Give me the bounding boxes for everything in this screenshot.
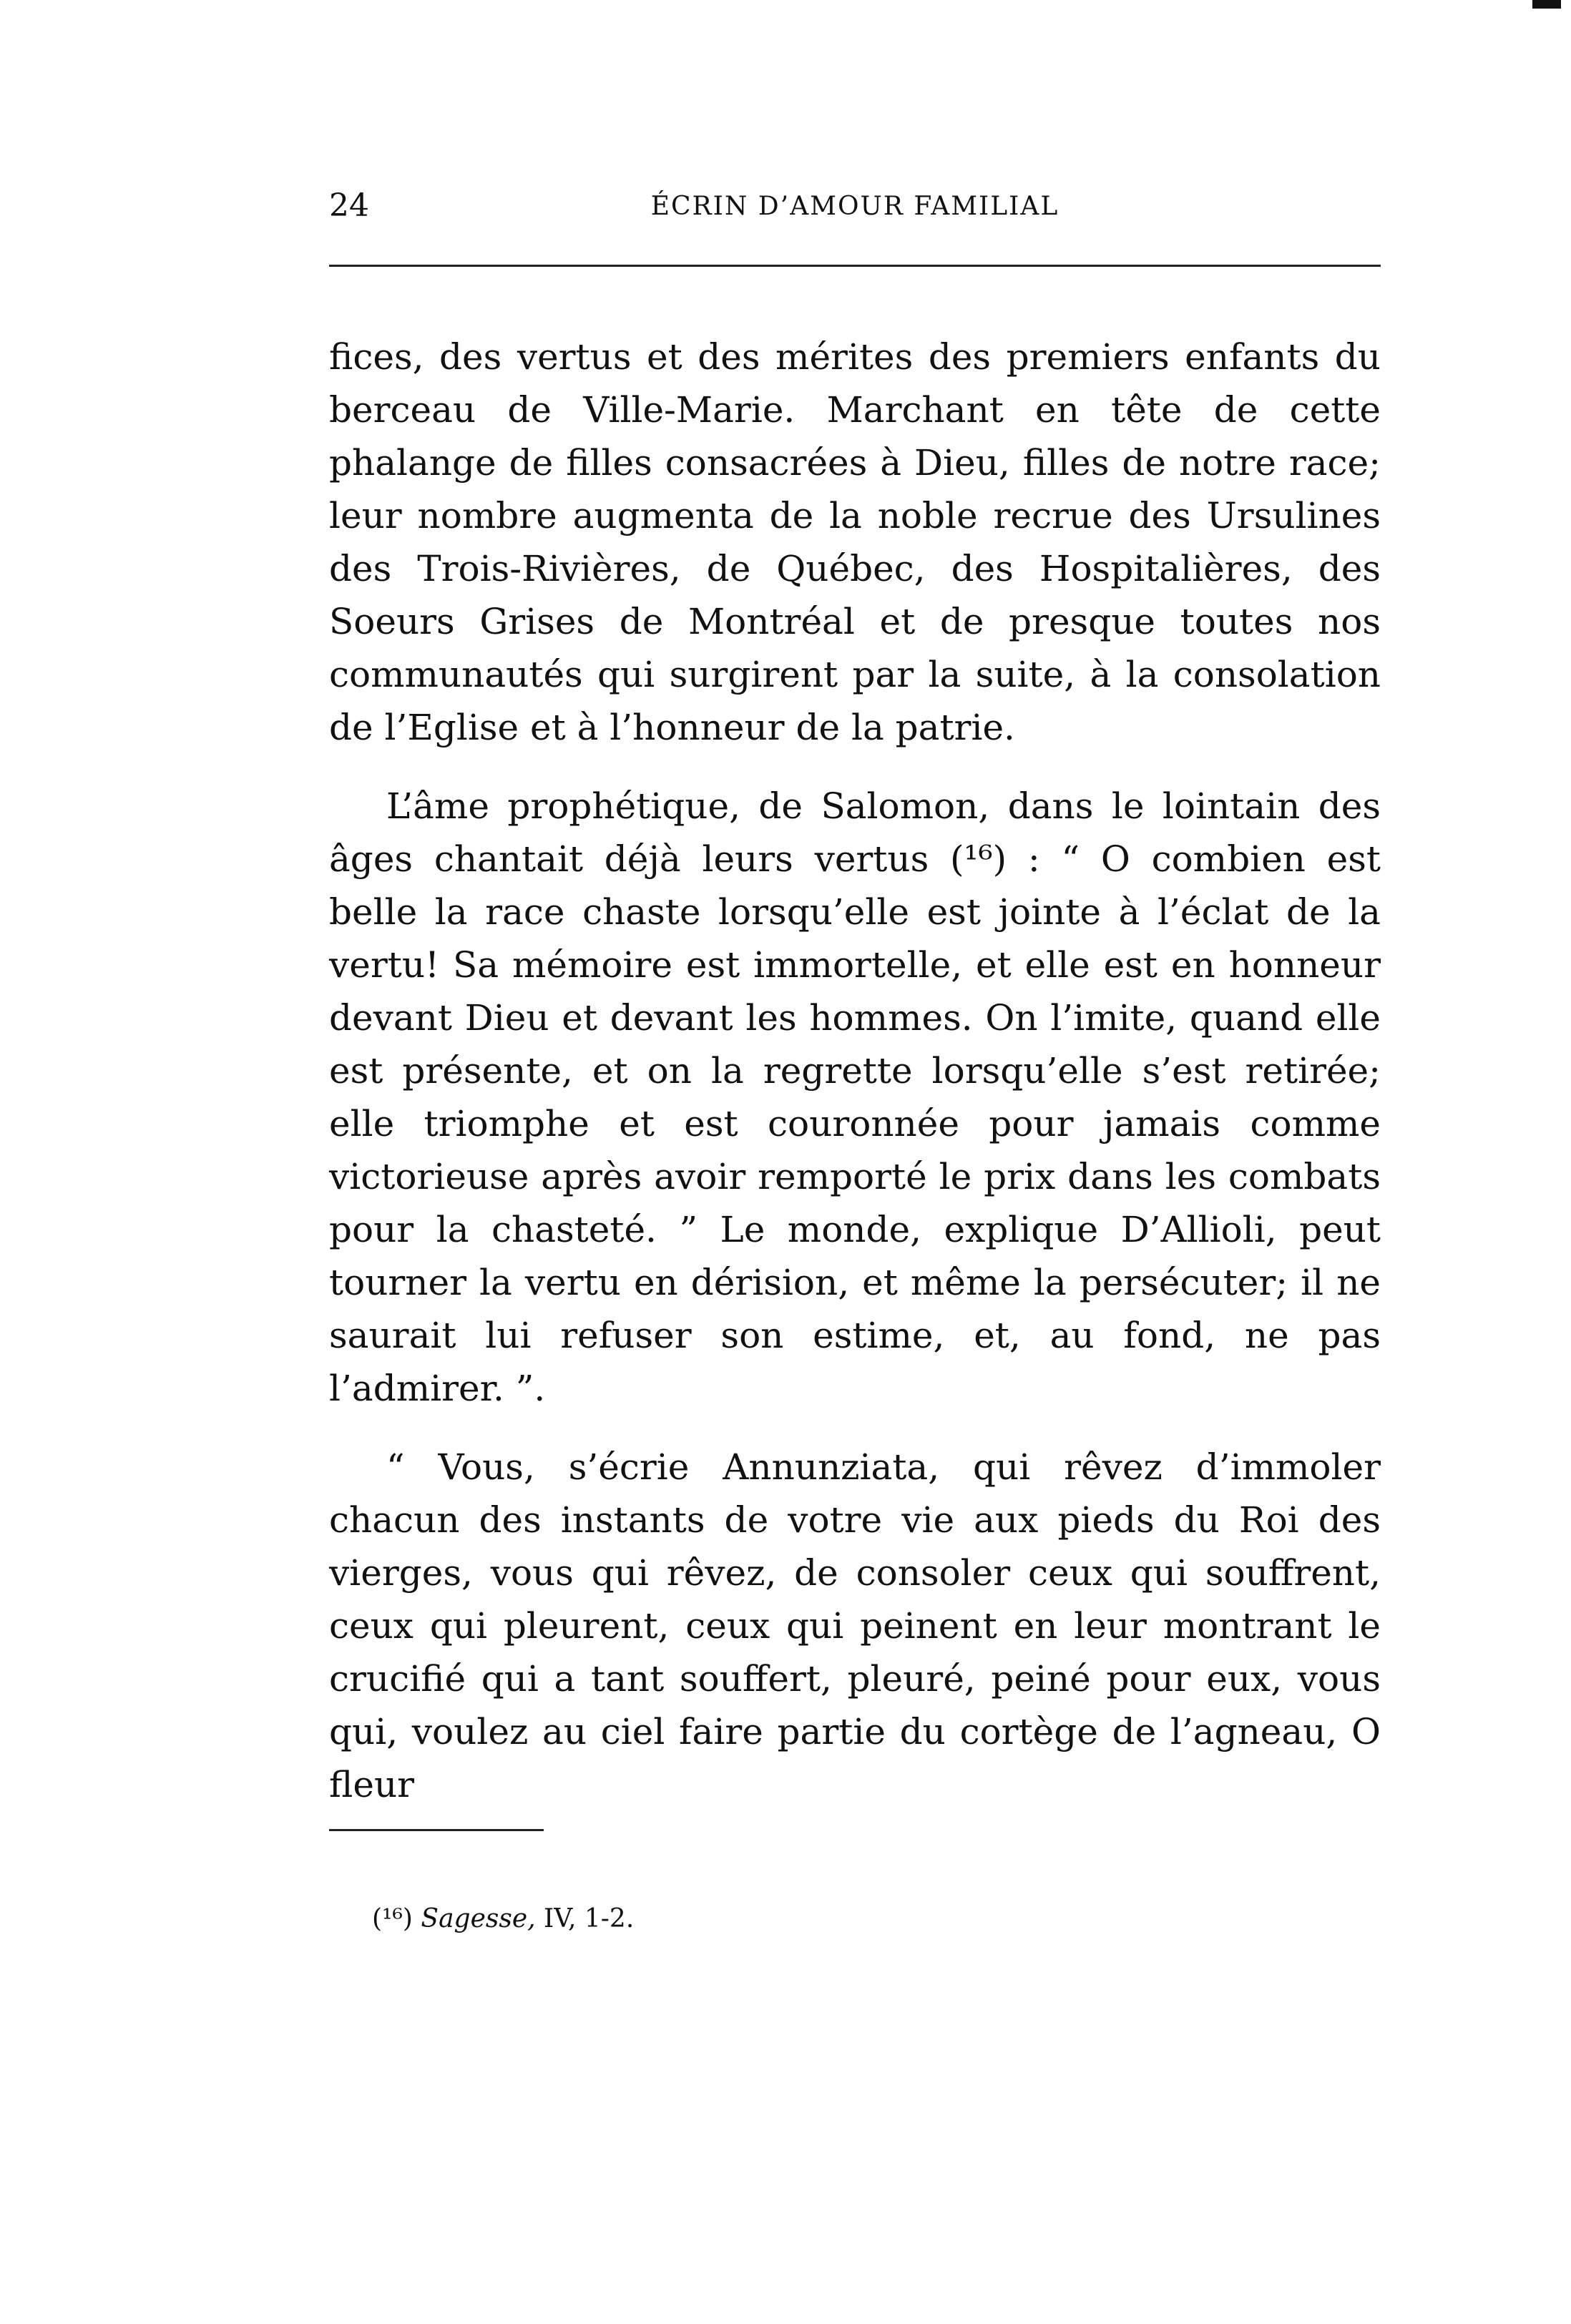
header-rule — [329, 265, 1381, 267]
footnote-source: Sagesse, — [421, 1904, 536, 1933]
footnote-reference: IV, 1-2. — [544, 1904, 635, 1933]
page-header — [329, 187, 1381, 245]
paragraph-continued: fices, des vertus et des mérites des premiers enfants du berceau de Ville-Marie. Marchant en tête de cette phalange de filles consacrées à Dieu, filles de notre race; leur nombre augmenta de la noble recrue des Ursulines des Trois-Rivières, de Québec, des Hospitalières, des Soeurs Grises de Montréal et de presque toutes nos communautés qui surgirent par la suite, à la consolation de l’Eglise et à l’honneur de la patrie. — [329, 336, 1381, 748]
scan-edge-mark — [1532, 0, 1561, 9]
running-title: ÉCRIN D’AMOUR FAMILIAL — [650, 192, 1059, 221]
footnote — [372, 1904, 634, 1933]
paragraph: “ Vous, s’écrie Annunziata, qui rêvez d’immoler chacun des instants de votre vie aux pieds du Roi des vierges, vous qui rêvez, de consoler ceux qui souffrent, ceux qui pleurent, ceux qui peinent en leur montrant le crucifié qui a tant souffert, pleuré, peiné pour eux, vous qui, voulez au ciel faire partie du cortège de l’agneau, O fleur — [329, 1446, 1381, 1805]
paragraph: L’âme prophétique, de Salomon, dans le lointain des âges chantait déjà leurs vertus (¹⁶) : “ O combien est belle la race chaste lorsqu’elle est jointe à l’éclat de la vertu! Sa mémoire est immortelle, et elle est en honneur devant Dieu et devant les hommes. On l’imite, quand elle est présente, et on la regrette lorsqu’elle s’est retirée; elle triomphe et est couronnée pour jamais comme victorieuse après avoir remporté le prix dans les combats pour la chasteté. ” Le monde, explique D’Allioli, peut tourner la vertu en dérision, et même la persécuter; il ne saurait lui refuser son estime, et, au fond, ne pas l’admirer. ”. — [329, 785, 1381, 1409]
footnote-rule — [329, 1829, 544, 1831]
page-number: 24 — [329, 187, 369, 224]
body-text — [329, 330, 1381, 1811]
footnote-marker: (¹⁶) — [372, 1904, 413, 1933]
